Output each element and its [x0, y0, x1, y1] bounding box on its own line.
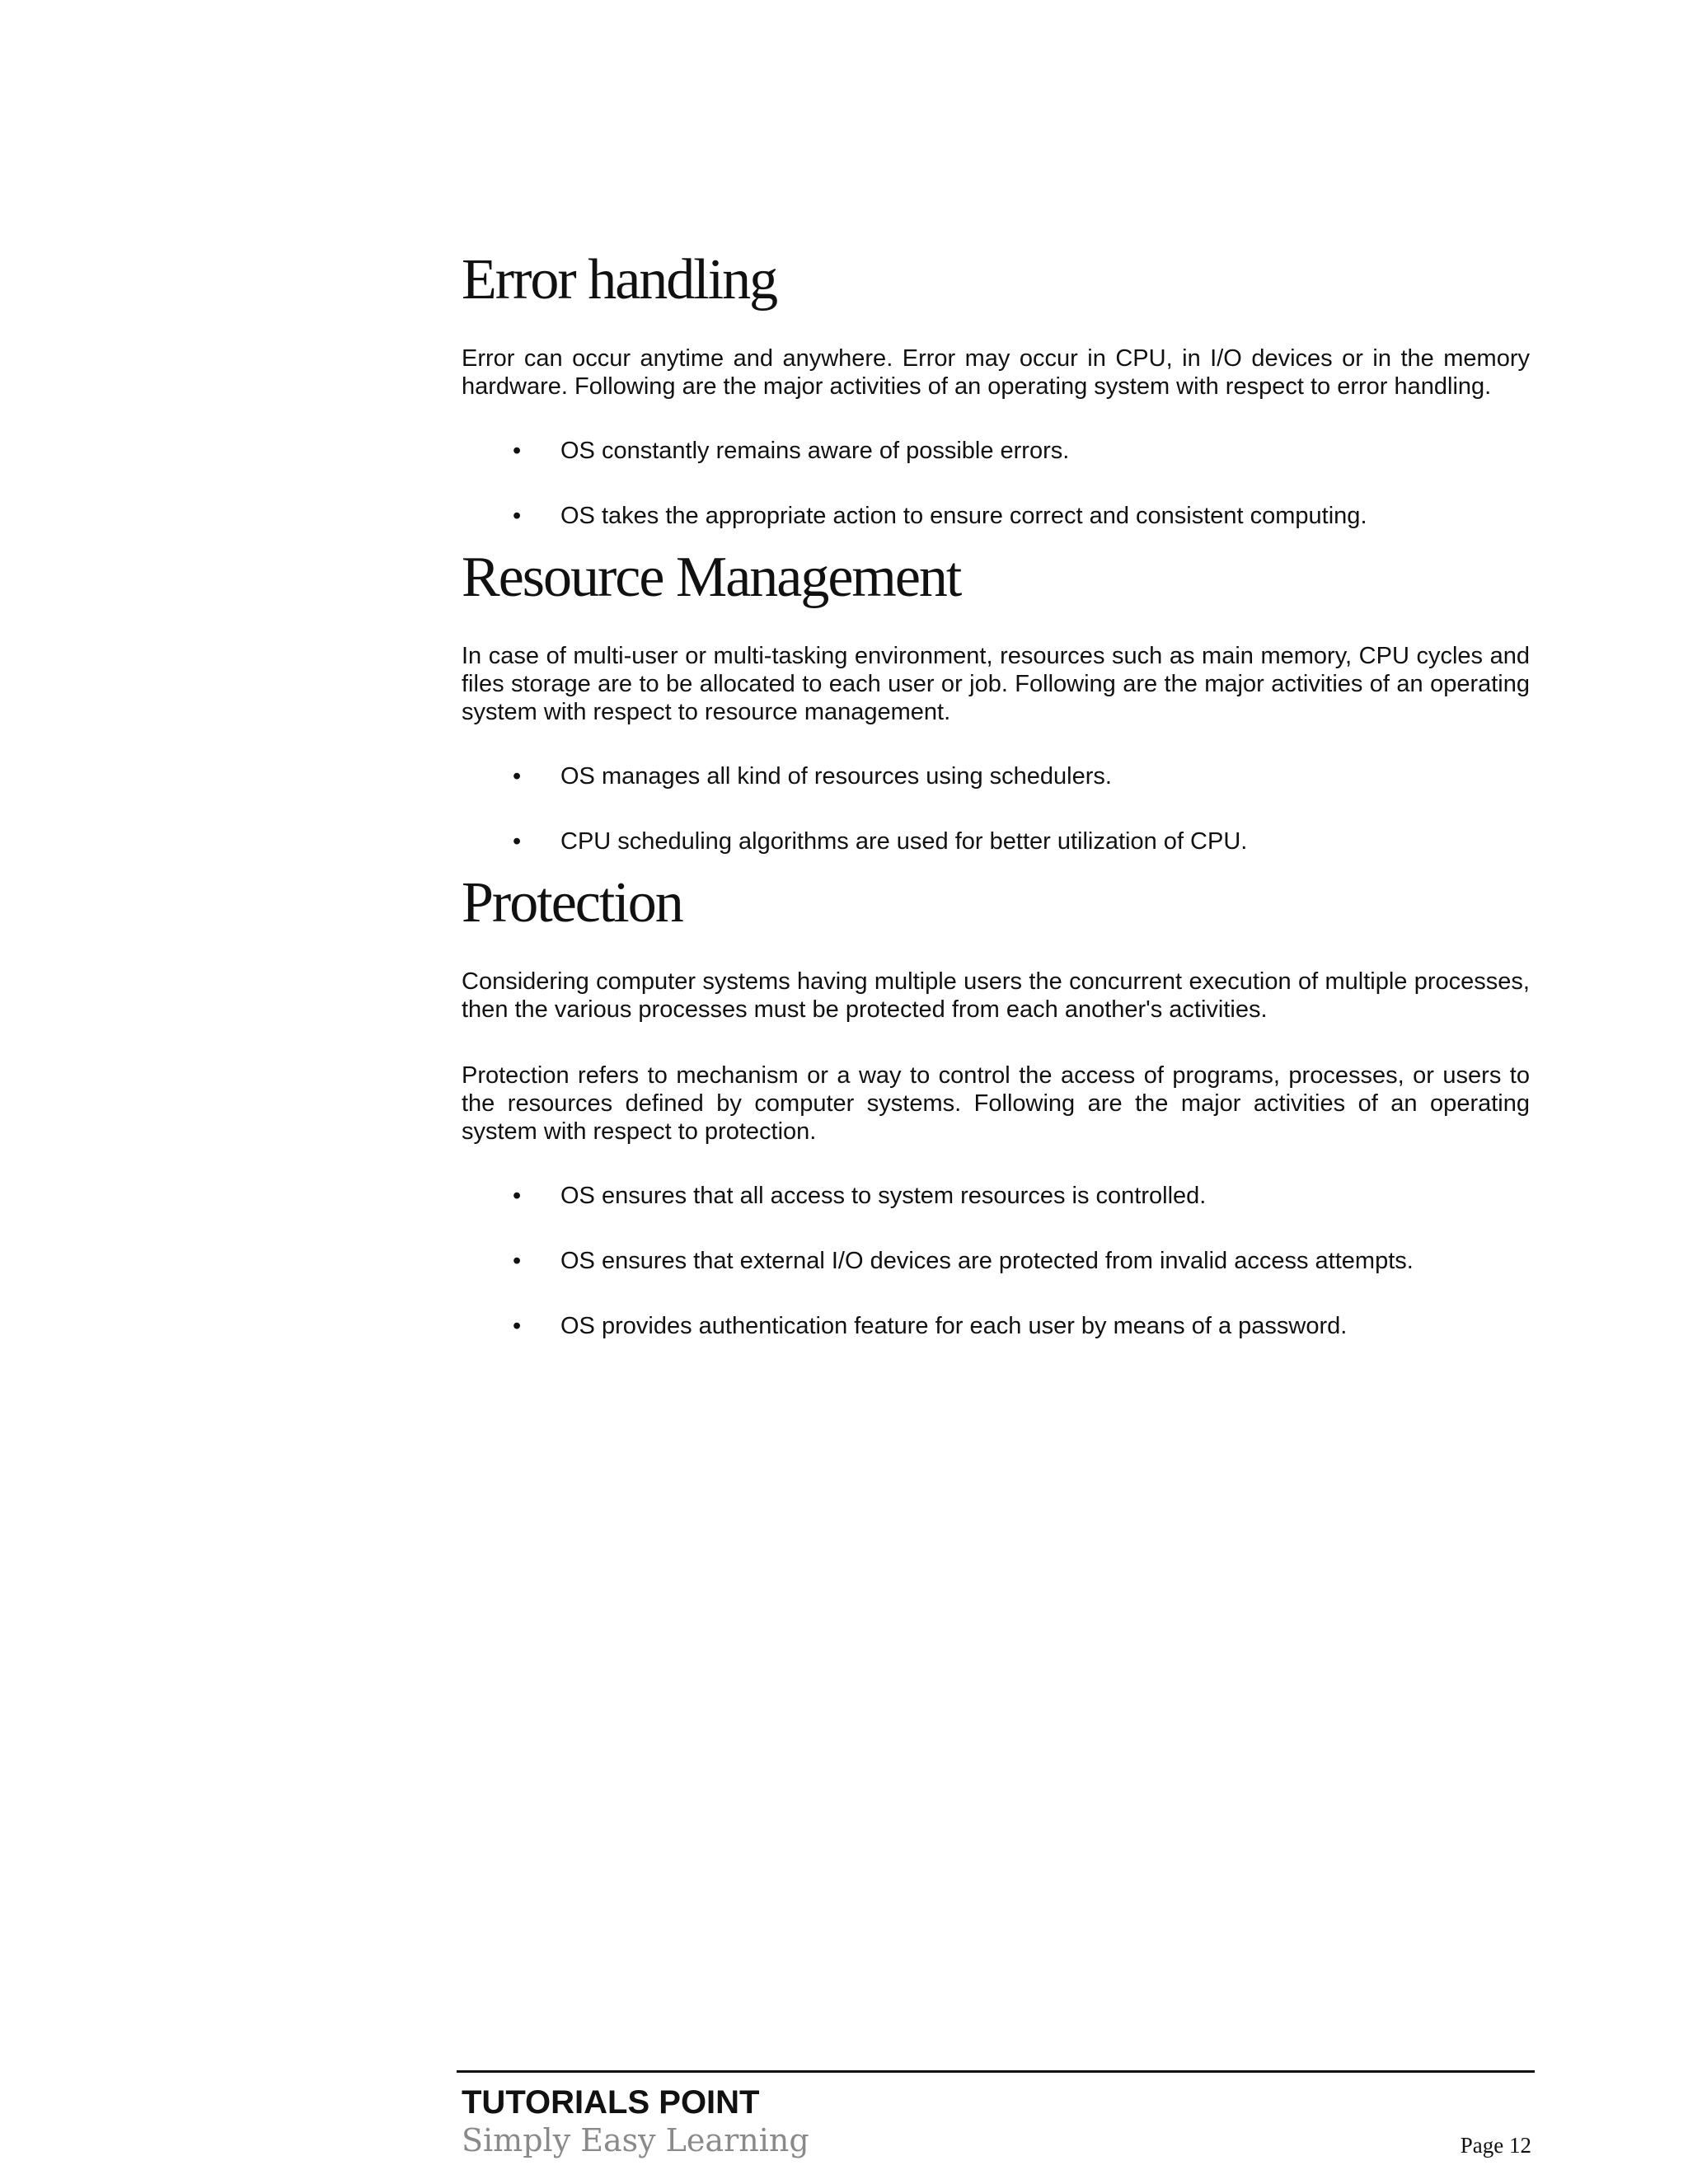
bullet-dot: •: [513, 503, 522, 529]
bullet-item: [462, 762, 1530, 790]
section-title: Error handling: [462, 248, 777, 312]
page-number: Page 12: [1460, 2133, 1531, 2158]
bullet-list: [462, 1182, 1530, 1340]
bullet-item: [462, 827, 1530, 855]
section-title: Protection: [462, 871, 682, 935]
paragraph: Protection refers to mechanism or a way to control the access of programs, processes, or users to the resources defined by computer systems. Following are the major activities of an operating system with respect to protection.: [462, 1062, 1530, 1145]
footer-brand: TUTORIALS POINT: [462, 2084, 760, 2121]
bullet-text: OS ensures that all access to system resources is controlled.: [560, 1183, 1207, 1209]
bullet-text: OS constantly remains aware of possible errors.: [560, 438, 1070, 464]
bullet-text: OS ensures that external I/O devices are protected from invalid access attempts.: [560, 1248, 1414, 1274]
page-content: [462, 247, 1530, 1377]
bullet-dot: •: [513, 1248, 522, 1274]
paragraph: In case of multi-user or multi-tasking environment, resources such as main memory, CPU cycles and files storage are to be allocated to each user or job. Following are the major activities of an operating system with respect to resource management.: [462, 643, 1530, 725]
bullet-dot: •: [513, 438, 522, 464]
bullet-text: CPU scheduling algorithms are used for better utilization of CPU.: [560, 828, 1248, 855]
bullet-list: [462, 762, 1530, 855]
section-error-handling: [462, 247, 1530, 530]
bullet-text: OS takes the appropriate action to ensure correct and consistent computing.: [560, 503, 1367, 529]
section-protection: [462, 870, 1530, 1340]
bullet-text: OS provides authentication feature for each user by means of a password.: [560, 1313, 1348, 1339]
bullet-dot: •: [513, 1183, 522, 1209]
footer-divider: [457, 2070, 1535, 2073]
bullet-dot: •: [513, 828, 522, 855]
footer-tagline: Simply Easy Learning: [462, 2122, 809, 2158]
paragraph: Considering computer systems having multiple users the concurrent execution of multiple processes, then the various processes must be protected from each another's activities.: [462, 968, 1530, 1023]
bullet-dot: •: [513, 1313, 522, 1339]
section-title: Resource Management: [462, 546, 961, 609]
bullet-list: [462, 437, 1530, 530]
bullet-item: [462, 502, 1530, 530]
bullet-dot: •: [513, 763, 522, 790]
bullet-text: OS manages all kind of resources using schedulers.: [560, 763, 1112, 790]
bullet-item: [462, 1247, 1530, 1275]
bullet-item: [462, 437, 1530, 465]
paragraph: Error can occur anytime and anywhere. Error may occur in CPU, in I/O devices or in the memory hardware. Following are the major activities of an operating system with respect to error handling.: [462, 345, 1530, 400]
bullet-item: [462, 1182, 1530, 1210]
section-resource-management: [462, 545, 1530, 855]
bullet-item: [462, 1312, 1530, 1340]
